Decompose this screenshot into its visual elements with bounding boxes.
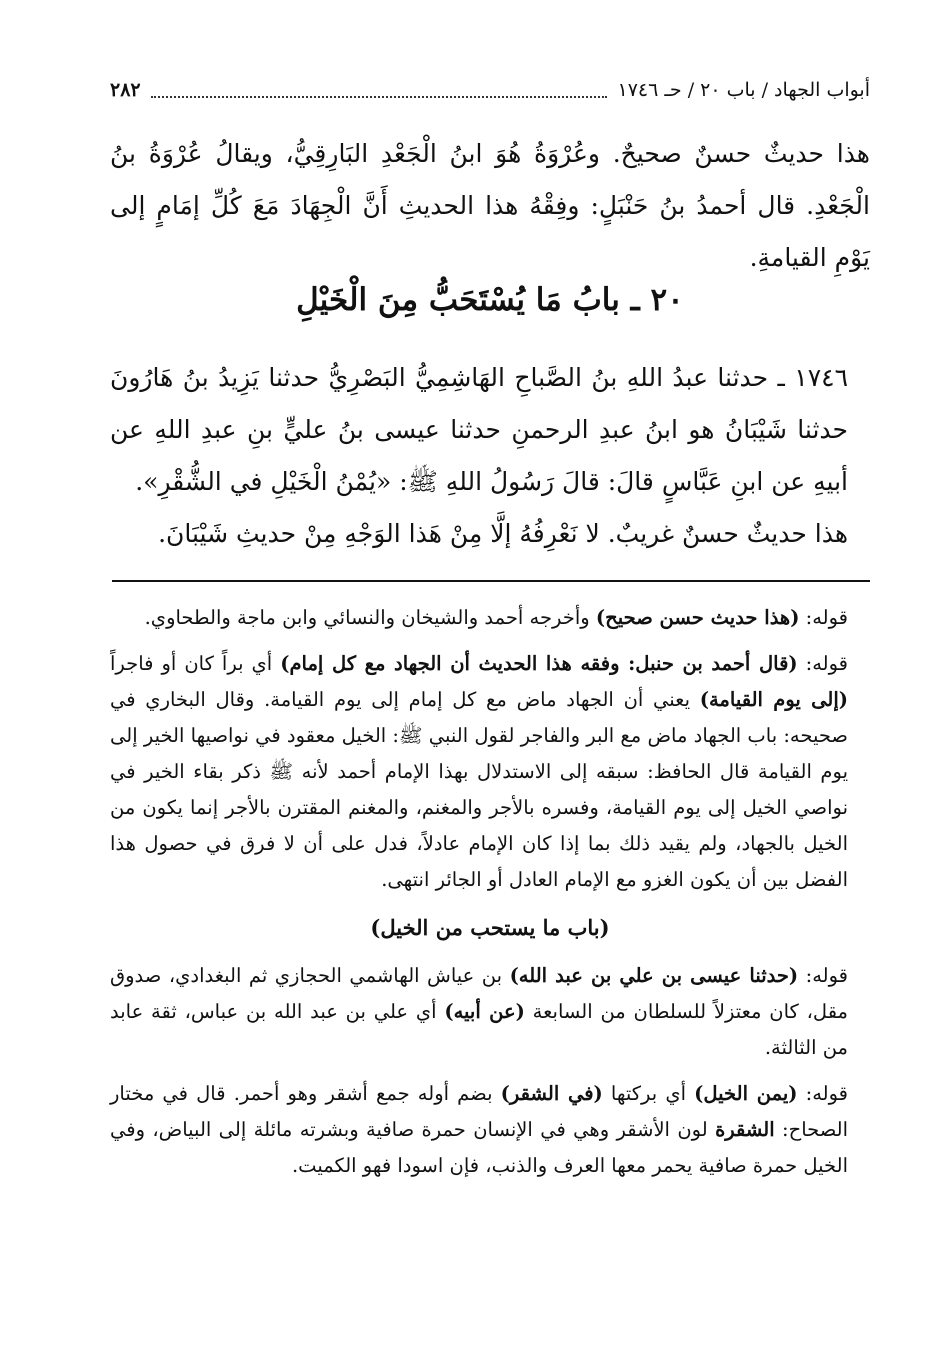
commentary-section: [110, 600, 870, 1194]
hadith-1746-text: ١٧٤٦ ـ حدثنا عبدُ اللهِ بنُ الصَّباحِ الهَاشِمِيُّ البَصْرِيُّ حدثنا يَزِيدُ بنُ هَارُونَ حدثنا شَيْبَانُ هو ابنُ عبدِ الرحمنِ حدثنا عيسى بنُ عليٍّ بنِ عبدِ اللهِ عن أبيهِ عن ابنِ عَبَّاسٍ قالَ: قالَ رَسُولُ اللهِ ﷺ: «يُمْنُ الْخَيْلِ في الشُّقْرِ».: [110, 363, 848, 496]
footnote-divider: [112, 580, 870, 582]
commentary-lead: قوله:: [797, 1082, 848, 1105]
commentary-text: لون الأشقر وهي في الإنسان حمرة صافية وبشرته مائلة إلى البياض، وفي الخيل حمرة صافية يحمر معها العرف والذنب، فإن اسودا فهو الكميت.: [110, 1118, 848, 1177]
commentary-text: بن عياش الهاشمي الحجازي ثم البغدادي، صدوق مقل، كان معتزلاً للسلطان من السابعة: [110, 964, 849, 1023]
commentary-text: أي بركتها: [602, 1082, 695, 1105]
commentary-text: أي علي بن عبد الله بن عباس، ثقة عابد من الثالثة.: [110, 1000, 848, 1059]
commentary-text: يعني أن الجهاد ماض مع كل إمام إلى يوم القيامة. وقال البخاري في صحيحه: باب الجهاد ماض مع البر والفاجر لقول النبي ﷺ: الخيل معقود في نواصيها الخير إلى يوم القيامة قال الحافظ: سبقه إلى الاستدلال بهذا الإمام أحمد لأنه ﷺ ذكر بقاء الخير في نواصي الخيل إلى يوم القيامة، وفسره بالأجر والمغنم، والمغنم المقترن بالأجر إنما يكون من الخيل بالجهاد، ولم يقيد ذلك بما إذا كان الإمام عادلاً، فدل على أن لا فرق في حصول هذا الفضل بين أن يكون الغزو مع الإمام العادل أو الجائر انتهى.: [110, 688, 848, 891]
hadith-grading-paragraph: [110, 128, 892, 284]
commentary-term: الشقرة: [715, 1118, 775, 1141]
page-header: [110, 70, 870, 110]
commentary-quote: (قال أحمد بن حنبل: وفقه هذا الحديث أن الجهاد مع كل إمام): [280, 652, 798, 675]
hadith-1746-paragraph: [110, 352, 870, 508]
commentary-paragraph-2: [110, 646, 870, 898]
commentary-subheading: (باب ما يستحب من الخيل): [370, 915, 610, 940]
hadith-1746-grading: [110, 508, 870, 560]
commentary-paragraph-3: [110, 958, 870, 1066]
commentary-paragraph-1: [110, 600, 870, 636]
main-paragraph-1: هذا حديثٌ حسنٌ صحيحٌ. وعُرْوَةُ هُوَ ابنُ الْجَعْدِ البَارِقِيُّ، ويقالُ عُرْوَةُ بنُ الْجَعْدِ. قال أحمدُ بنُ حَنْبَلٍ: وفِقْهُ هذا الحديثِ أَنَّ الْجِهَادَ مَعَ كُلِّ إمَامٍ إلى يَوْمِ القيامةِ.: [110, 139, 870, 272]
commentary-lead: قوله:: [797, 652, 849, 675]
commentary-paragraph-4: [110, 1076, 870, 1184]
commentary-lead: قوله:: [799, 606, 848, 629]
commentary-text: أي براً كان أو فاجراً: [110, 652, 281, 675]
header-dotted-leader: [151, 82, 608, 98]
commentary-quote: (حدثنا عيسى بن علي بن عبد الله): [509, 964, 799, 987]
commentary-quote: (عن أبيه): [444, 1000, 525, 1023]
commentary-text: وأخرجه أحمد والشيخان والنسائي وابن ماجة والطحاوي.: [144, 606, 596, 629]
commentary-quote: (في الشقر): [500, 1082, 603, 1105]
page-number: ٢٨٢: [110, 79, 141, 101]
running-title: أبواب الجهاد / باب ٢٠ / حـ ١٧٤٦: [617, 79, 870, 101]
chapter-title: ٢٠ ـ بابُ مَا يُسْتَحَبُّ مِنَ الْخَيْلِ: [296, 282, 684, 318]
commentary-lead: قوله:: [798, 964, 848, 987]
hadith-text-block: [110, 352, 870, 560]
hadith-1746-grading-text: هذا حديثٌ حسنٌ غريبٌ. لا نَعْرِفُهُ إلَّا مِنْ هَذا الوَجْهِ مِنْ حديثِ شَيْبَانَ.: [158, 519, 848, 548]
commentary-quote: (هذا حديث حسن صحيح): [595, 606, 800, 629]
commentary-quote: (إلى يوم القيامة): [699, 688, 848, 711]
commentary-text: بضم أوله جمع أشقر وهو أحمر. قال في مختار الصحاح:: [110, 1082, 848, 1141]
commentary-quote: (يمن الخيل): [694, 1082, 798, 1105]
